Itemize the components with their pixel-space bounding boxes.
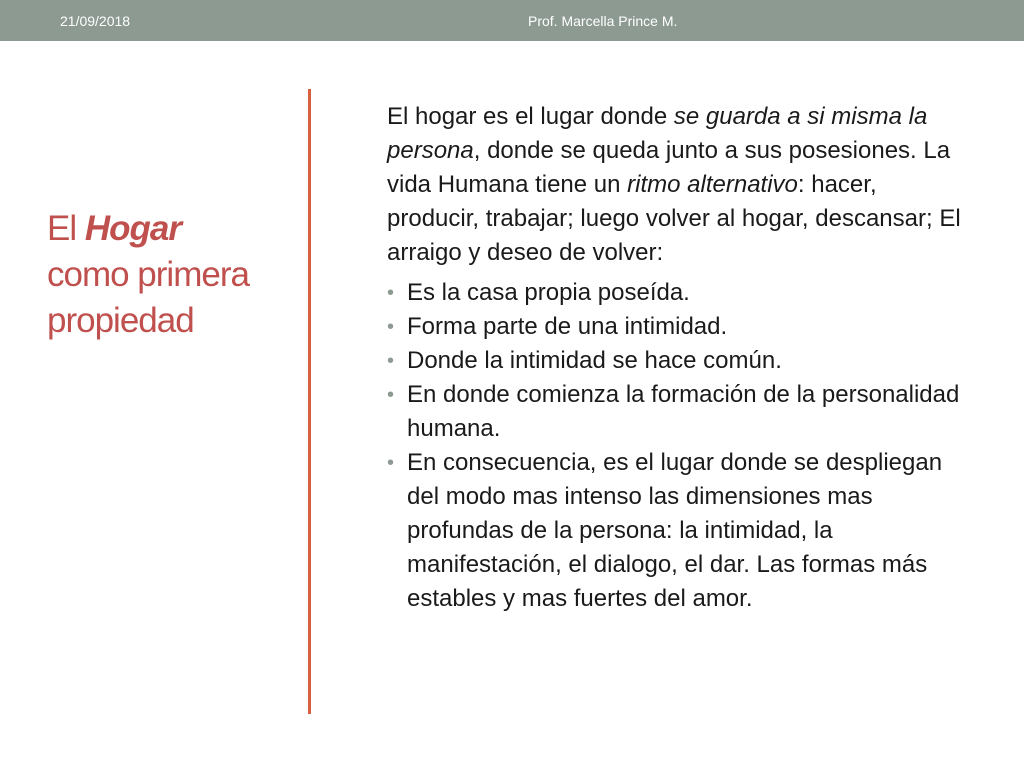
intro-text-2: , donde se queda junto a sus posesiones. La vida Humana tiene un <box>387 137 951 198</box>
intro-emphasis-2: ritmo alternativo <box>627 171 798 198</box>
slide-body <box>387 100 967 616</box>
bullet-list <box>387 276 967 616</box>
slide-header-bar <box>0 0 1024 41</box>
vertical-divider <box>308 89 311 714</box>
list-item <box>387 446 967 616</box>
slide-author: Prof. Marcella Prince M. <box>528 13 678 29</box>
bullet-text: En consecuencia, es el lugar donde se despliegan del modo mas intenso las dimensiones mas profundas de la persona: la intimidad, la manifestación, el dialogo, el dar. Las formas más estables y mas fuertes del amor. <box>407 449 943 612</box>
title-prefix: El <box>47 209 85 248</box>
title-line-2: como primera <box>47 255 249 294</box>
bullet-text: En donde comienza la formación de la personalidad humana. <box>407 381 960 442</box>
title-line-3: propiedad <box>47 301 194 340</box>
bullet-icon: • <box>387 282 395 304</box>
list-item <box>387 378 967 446</box>
intro-emphasis-1: se guarda a si misma la persona <box>387 103 928 164</box>
bullet-text: Donde la intimidad se hace común. <box>407 347 782 374</box>
bullet-text: Forma parte de una intimidad. <box>407 313 728 340</box>
list-item <box>387 310 967 344</box>
list-item <box>387 276 967 310</box>
intro-text-3: : hacer, producir, trabajar; luego volver al hogar, descansar; El arraigo y deseo de volver: <box>387 171 961 266</box>
bullet-icon: • <box>387 316 395 338</box>
title-line-1 <box>47 206 297 252</box>
bullet-icon: • <box>387 350 395 372</box>
bullet-text: Es la casa propia poseída. <box>407 279 690 306</box>
intro-paragraph <box>387 100 967 270</box>
bullet-icon: • <box>387 384 395 406</box>
list-item <box>387 344 967 378</box>
bullet-icon: • <box>387 452 395 474</box>
slide-date: 21/09/2018 <box>60 13 131 29</box>
slide-title <box>47 206 297 344</box>
title-emphasis: Hogar <box>84 209 181 248</box>
intro-text-1: El hogar es el lugar donde <box>387 103 674 130</box>
